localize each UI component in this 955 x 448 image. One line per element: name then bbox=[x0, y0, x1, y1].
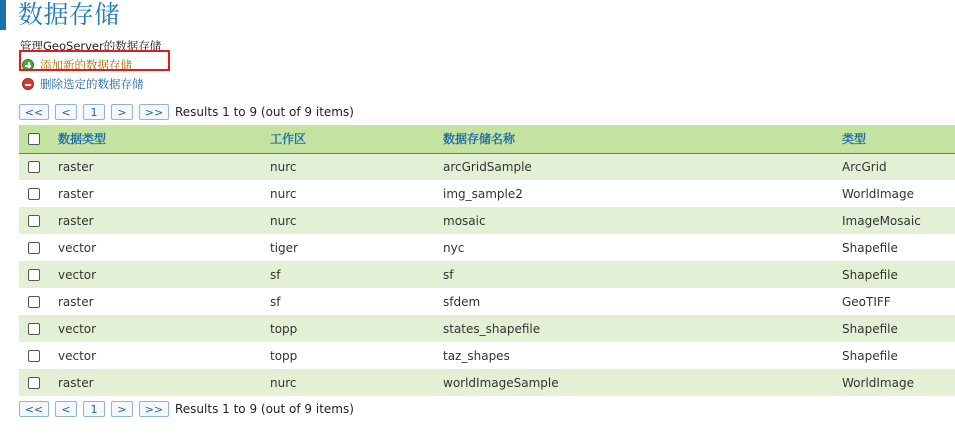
page-title: 数据存储 bbox=[18, 0, 121, 29]
row-checkbox[interactable] bbox=[28, 215, 40, 227]
cell-workspace: nurc bbox=[270, 186, 297, 201]
cell-store-name[interactable]: nyc bbox=[443, 240, 465, 255]
cell-store-name[interactable]: taz_shapes bbox=[443, 348, 510, 363]
cell-store-name[interactable]: sf bbox=[443, 267, 454, 282]
cell-data-type: raster bbox=[58, 375, 94, 390]
select-all-cell bbox=[19, 125, 58, 153]
row-checkbox[interactable] bbox=[28, 188, 40, 200]
pager-next-button[interactable]: > bbox=[111, 104, 133, 120]
cell-data-type: raster bbox=[58, 186, 94, 201]
pager-page-button[interactable]: 1 bbox=[83, 401, 105, 417]
cell-data-type: raster bbox=[58, 213, 94, 228]
pager-next-button[interactable]: > bbox=[111, 401, 133, 417]
pager-top bbox=[19, 104, 354, 120]
table-row bbox=[19, 180, 955, 207]
cell-data-type: vector bbox=[58, 240, 97, 255]
pager-page-button[interactable]: 1 bbox=[83, 104, 105, 120]
table-row bbox=[19, 369, 955, 396]
left-accent-bar bbox=[0, 0, 6, 30]
header-workspace[interactable]: 工作区 bbox=[270, 132, 307, 147]
row-checkbox[interactable] bbox=[28, 350, 40, 362]
table-row bbox=[19, 315, 955, 342]
cell-workspace: sf bbox=[270, 267, 281, 282]
cell-workspace: tiger bbox=[270, 240, 298, 255]
pager-last-button[interactable]: >> bbox=[139, 104, 169, 120]
cell-store-name[interactable]: arcGridSample bbox=[443, 159, 532, 174]
header-type[interactable]: 类型 bbox=[842, 132, 867, 147]
add-store-link[interactable]: 添加新的数据存储 bbox=[40, 58, 132, 72]
highlight-box bbox=[19, 50, 170, 71]
cell-data-type: raster bbox=[58, 294, 94, 309]
table-row bbox=[19, 234, 955, 261]
cell-store-name[interactable]: img_sample2 bbox=[443, 186, 523, 201]
row-checkbox[interactable] bbox=[28, 377, 40, 389]
cell-type: WorldImage bbox=[842, 375, 914, 390]
table-row bbox=[19, 153, 955, 180]
cell-type: Shapefile bbox=[842, 267, 898, 282]
cell-store-name[interactable]: states_shapefile bbox=[443, 321, 541, 336]
cell-data-type: vector bbox=[58, 348, 97, 363]
cell-type: WorldImage bbox=[842, 186, 914, 201]
cell-type: GeoTIFF bbox=[842, 294, 891, 309]
remove-icon bbox=[22, 78, 34, 90]
pager-prev-button[interactable]: < bbox=[55, 104, 77, 120]
row-checkbox[interactable] bbox=[28, 242, 40, 254]
cell-data-type: vector bbox=[58, 267, 97, 282]
header-data-type[interactable]: 数据类型 bbox=[58, 132, 107, 147]
cell-workspace: nurc bbox=[270, 375, 297, 390]
table-row bbox=[19, 261, 955, 288]
row-checkbox[interactable] bbox=[28, 269, 40, 281]
datastore-table bbox=[19, 125, 955, 396]
cell-data-type: raster bbox=[58, 159, 94, 174]
cell-type: Shapefile bbox=[842, 321, 898, 336]
cell-store-name[interactable]: mosaic bbox=[443, 213, 486, 228]
header-store-name[interactable]: 数据存储名称 bbox=[443, 132, 516, 147]
table-row bbox=[19, 288, 955, 315]
table-row bbox=[19, 207, 955, 234]
select-all-checkbox[interactable] bbox=[28, 133, 40, 145]
pager-bottom bbox=[19, 401, 354, 417]
cell-type: Shapefile bbox=[842, 348, 898, 363]
cell-workspace: nurc bbox=[270, 159, 297, 174]
pager-last-button[interactable]: >> bbox=[139, 401, 169, 417]
pager-first-button[interactable]: << bbox=[19, 104, 49, 120]
table-row bbox=[19, 342, 955, 369]
pager-prev-button[interactable]: < bbox=[55, 401, 77, 417]
cell-type: Shapefile bbox=[842, 240, 898, 255]
cell-workspace: topp bbox=[270, 348, 298, 363]
cell-data-type: vector bbox=[58, 321, 97, 336]
cell-workspace: sf bbox=[270, 294, 281, 309]
row-checkbox[interactable] bbox=[28, 161, 40, 173]
cell-type: ImageMosaic bbox=[842, 213, 921, 228]
pager-info: Results 1 to 9 (out of 9 items) bbox=[175, 402, 354, 416]
row-checkbox[interactable] bbox=[28, 323, 40, 335]
remove-store-action[interactable] bbox=[22, 76, 144, 92]
pager-info: Results 1 to 9 (out of 9 items) bbox=[175, 105, 354, 119]
page-description: 管理GeoServer的数据存储 bbox=[20, 39, 162, 53]
cell-store-name[interactable]: worldImageSample bbox=[443, 375, 559, 390]
pager-first-button[interactable]: << bbox=[19, 401, 49, 417]
cell-store-name[interactable]: sfdem bbox=[443, 294, 481, 309]
cell-workspace: topp bbox=[270, 321, 298, 336]
table-header-row bbox=[19, 125, 955, 153]
cell-workspace: nurc bbox=[270, 213, 297, 228]
row-checkbox[interactable] bbox=[28, 296, 40, 308]
cell-type: ArcGrid bbox=[842, 159, 887, 174]
remove-store-link[interactable]: 删除选定的数据存储 bbox=[40, 77, 144, 91]
